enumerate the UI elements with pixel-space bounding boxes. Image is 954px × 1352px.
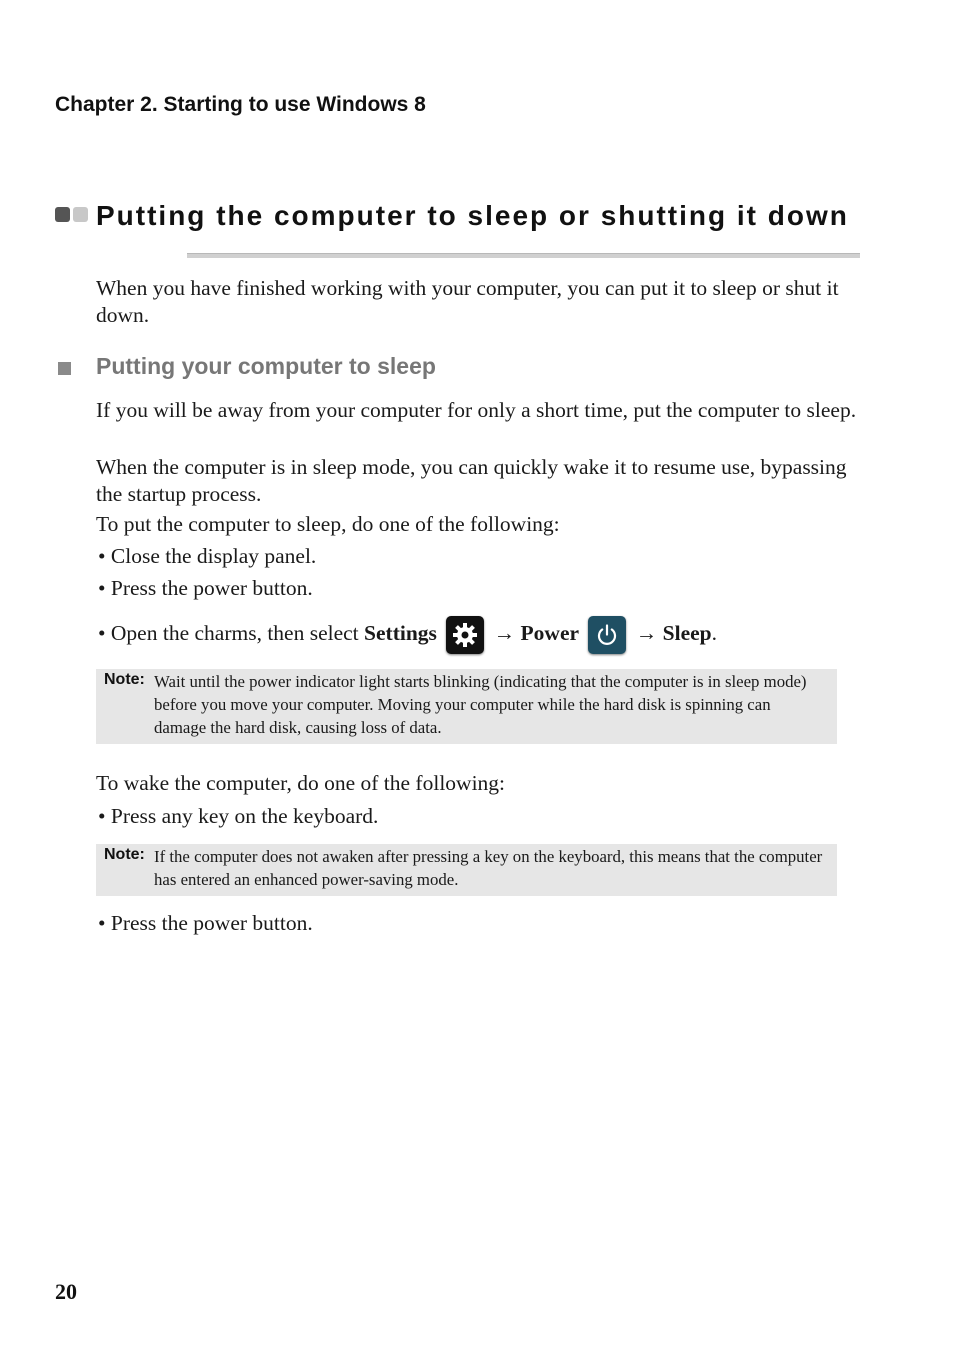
subsection-square-icon [58,362,71,375]
note-text: Wait until the power indicator light starts blinking (indicating that the computer is in sleep mode) before you move your computer. Moving your computer while the hard disk is spinning can damage the hard disk, causing loss of data. [154,672,807,737]
list-item-close-display: • Close the display panel. [98,544,317,568]
note-label: Note: [104,846,145,863]
period: . [711,620,718,645]
paragraph-sleep-mode: When the computer is in sleep mode, you can quickly wake it to resume use, bypassing the startup process. [96,455,847,506]
section-title-rule [187,253,860,258]
charms-text: • Open the charms, then select [98,620,365,645]
power-label: Power [520,620,580,645]
section-bullet-icon [55,207,91,223]
section-intro: When you have finished working with your computer, you can put it to sleep or shut it down. [96,276,839,327]
arrow-2: → [630,620,663,645]
note-box [96,669,837,744]
subsection-title: Putting your computer to sleep [96,353,436,379]
list-item-press-power-wake: • Press the power button. [98,911,313,935]
list-item-charms [98,616,858,654]
gear-icon [446,616,484,654]
section-title: Putting the computer to sleep or shutting it down [96,200,849,231]
note-text: If the computer does not awaken after pressing a key on the keyboard, this means that the computer has entered an enhanced power-saving mode. [154,847,823,889]
arrow-1: → [488,620,521,645]
chapter-header: Chapter 2. Starting to use Windows 8 [55,93,426,116]
list-item-press-power: • Press the power button. [98,576,313,600]
sleep-label: Sleep [662,620,712,645]
note-box [96,844,837,896]
settings-label: Settings [364,620,437,645]
paragraph-sleep-instructions: To put the computer to sleep, do one of the following: [96,512,560,536]
power-icon [588,616,626,654]
list-item-press-key: • Press any key on the keyboard. [98,804,379,828]
note-label: Note: [104,671,145,688]
paragraph-away: If you will be away from your computer for only a short time, put the computer to sleep. [96,398,857,422]
paragraph-wake-instructions: To wake the computer, do one of the following: [96,771,506,795]
page-number: 20 [55,1279,77,1304]
